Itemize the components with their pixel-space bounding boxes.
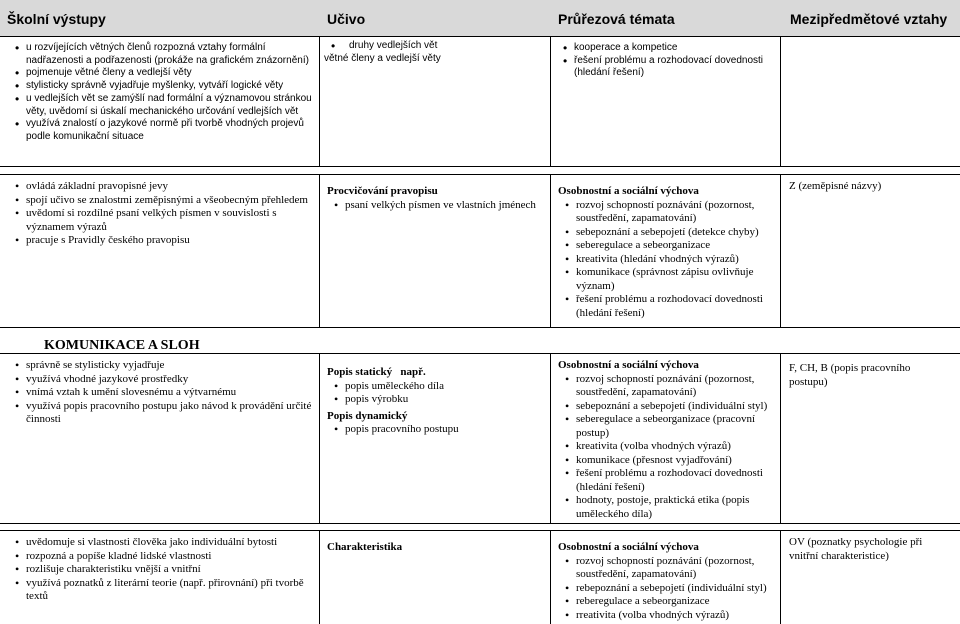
divider — [780, 353, 781, 523]
divider — [550, 530, 551, 624]
divider — [319, 353, 320, 523]
curriculum-title: Charakteristika — [327, 541, 403, 553]
themes-title: Osobnostní a sociální výchova — [558, 185, 699, 197]
header-outputs: Školní výstupy — [7, 11, 106, 27]
list-item: • druhy vedlejších vět — [324, 40, 546, 53]
list-item: • využívá znalostí o jazykové normě při tvorbě vhodných projevů podle komunikační situace — [8, 118, 312, 143]
divider — [550, 174, 551, 327]
section-title: KOMUNIKACE A SLOH — [44, 338, 200, 353]
row2-outputs — [8, 180, 312, 248]
list-item: • uvědomuje si vlastnosti člověka jako individuální bytosti — [8, 536, 312, 550]
list-item: • komunikace (správnost zápisu ovlivňuje význam) — [558, 266, 776, 293]
divider — [550, 36, 551, 166]
list-item: • rozpozná a popíše kladné lidské vlastnosti — [8, 550, 312, 564]
row2-curriculum — [327, 185, 545, 212]
list-item: • uvědomí si rozdílné psaní velkých písmen v souvislosti s významem výrazů — [8, 207, 312, 234]
divider — [0, 36, 960, 37]
list-item: • řešení problému a rozhodovací dovednosti (hledání řešení) — [558, 467, 776, 494]
divider — [0, 174, 960, 175]
row3-curriculum — [327, 366, 545, 437]
list-item: • vnímá vztah k umění slovesnému a výtvarnému — [8, 386, 312, 400]
list-item: • rozvoj schopností poznávání (pozornost, soustředění, zapamatování) — [558, 199, 776, 226]
header-relations: Mezipředmětové vztahy — [790, 11, 948, 27]
divider — [0, 166, 960, 167]
header-curriculum: Učivo — [327, 11, 366, 27]
list-item: • reberegulace a sebeorganizace — [558, 595, 776, 609]
list-item: • řešení problému a rozhodovací dovednosti (hledání řešení) — [556, 55, 776, 80]
list-item: • rozvoj schopností poznávání (pozornost, soustředění, zapamatování) — [558, 373, 776, 400]
curriculum-title: Popis statický např. — [327, 366, 426, 378]
table-header — [0, 0, 960, 36]
list-item: • rebepoznání a sebepojetí (individuální styl) — [558, 582, 776, 596]
list-item: • správně se stylisticky vyjadřuje — [8, 359, 312, 373]
divider — [780, 174, 781, 327]
divider — [319, 36, 320, 166]
list-item: • sebepoznání a sebepojetí (individuální styl) — [558, 400, 776, 414]
list-item: • sebepoznání a sebepojetí (detekce chyby) — [558, 226, 776, 240]
list-item: • rozvoj schopností poznávání (pozornost, soustředění, zapamatování) — [558, 555, 776, 582]
list-item: • rreativita (volba vhodných výrazů) — [558, 609, 776, 623]
list-item: • kreativita (volba vhodných výrazů) — [558, 440, 776, 454]
list-item: • seberegulace a sebeorganizace — [558, 239, 776, 253]
list-item: • kreativita (hledání vhodných výrazů) — [558, 253, 776, 267]
list-item: • využívá poznatků z literární teorie (např. přirovnání) při tvorbě textů — [8, 577, 312, 604]
list-item: • popis uměleckého díla — [327, 380, 545, 394]
row4-curriculum — [327, 541, 545, 555]
list-item: • využívá vhodné jazykové prostředky — [8, 373, 312, 387]
divider — [0, 523, 960, 524]
list-item: • spojí učivo se znalostmi zeměpisnými a všeobecným přehledem — [8, 194, 312, 208]
row4-relations: OV (poznatky psychologie při vnitřní charakteristice) — [789, 536, 923, 562]
themes-title: Osobnostní a sociální výchova — [558, 541, 699, 553]
divider — [550, 353, 551, 523]
list-item: • stylisticky správně vyjadřuje myšlenky, vytváří logické věty — [8, 80, 312, 93]
list-item: • rozlišuje charakteristiku vnější a vnitřní — [8, 563, 312, 577]
row3-themes — [558, 359, 776, 521]
list-item: • u rozvíjejících větných členů rozpozná vztahy formální nadřazenosti a podřazenosti (prokáže na grafickém znázornění) — [8, 42, 312, 67]
list-item: • u vedlejších vět se zamýšlí nad formální a významovou stránkou věty, uvědomí si úskalí mechanického určování vedlejších vět — [8, 93, 312, 118]
list-item: • hodnoty, postoje, praktická etika (popis uměleckého díla) — [558, 494, 776, 521]
list-item: • pojmenuje větné členy a vedlejší věty — [8, 67, 312, 80]
row2-themes — [558, 185, 776, 320]
themes-title: Osobnostní a sociální výchova — [558, 359, 699, 371]
list-item: • kooperace a kompetice — [556, 42, 776, 55]
list-item: • komunikace (přesnost vyjadřování) — [558, 454, 776, 468]
curriculum-text: větné členy a vedlejší věty — [324, 52, 441, 64]
list-item: • pracuje s Pravidly českého pravopisu — [8, 234, 312, 248]
divider — [780, 530, 781, 624]
list-item: • ovládá základní pravopisné jevy — [8, 180, 312, 194]
row1-outputs — [8, 42, 312, 144]
row1-curriculum — [324, 40, 546, 65]
list-item: • využívá popis pracovního postupu jako návod k provádění určité činnosti — [8, 400, 312, 427]
divider — [319, 530, 320, 624]
list-item: • seberegulace a sebeorganizace (pracovní postup) — [558, 413, 776, 440]
list-item: • popis výrobku — [327, 393, 545, 407]
row2-relations: Z (zeměpisné názvy) — [789, 180, 882, 192]
row3-outputs — [8, 359, 312, 427]
header-themes: Průřezová témata — [558, 11, 675, 27]
list-item: • popis pracovního postupu — [327, 423, 545, 437]
list-item: • řešení problému a rozhodovací dovednosti (hledání řešení) — [558, 293, 776, 320]
row1-themes — [556, 42, 776, 80]
row4-outputs — [8, 536, 312, 604]
divider — [0, 327, 960, 328]
divider — [780, 36, 781, 166]
divider — [0, 530, 960, 531]
curriculum-title: Procvičování pravopisu — [327, 185, 438, 197]
divider — [319, 174, 320, 327]
list-item: • psaní velkých písmen ve vlastních jménech — [327, 199, 545, 213]
curriculum-title: Popis dynamický — [327, 409, 408, 422]
row4-themes — [558, 541, 776, 622]
row3-relations: F, CH, B (popis pracovního postupu) — [789, 362, 911, 388]
